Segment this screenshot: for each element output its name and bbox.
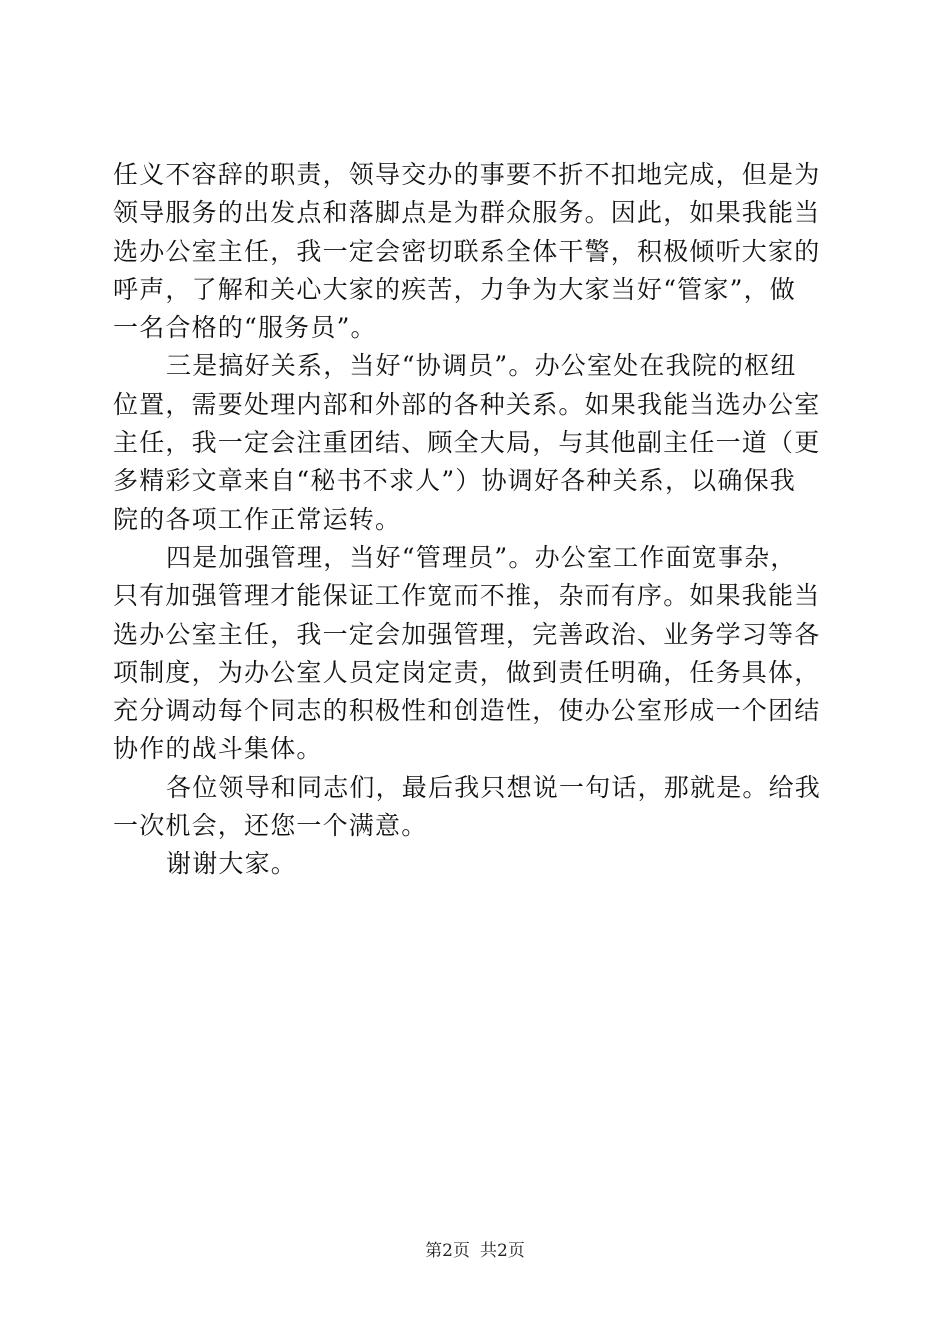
body-line: 充分调动每个同志的积极性和创造性，使办公室形成一个团结 [113,696,821,726]
body-line: 多精彩文章来自“秘书不求人”）协调好各种关系，以确保我 [113,466,796,496]
paragraph-start-line: 各位领导和同志们，最后我只想说一句话，那就是。给我 [166,772,822,802]
paragraph-start-line: 三是搞好关系，当好“协调员”。办公室处在我院的枢纽 [166,351,797,381]
body-line: 位置，需要处理内部和外部的各种关系。如果我能当选办公室 [113,389,821,419]
body-line: 院的各项工作正常运转。 [113,504,402,534]
page-total: 共2页 [480,1241,525,1261]
body-line: 协作的战斗集体。 [113,734,323,764]
body-line: 一次机会，还您一个满意。 [113,811,428,841]
body-line: 选办公室主任，我一定会加强管理，完善政治、业务学习等各 [113,619,821,649]
body-line: 一名合格的“服务员”。 [113,313,377,343]
body-line: 任义不容辞的职责，领导交办的事要不折不扣地完成，但是为 [113,160,821,189]
page-footer [0,1240,950,1262]
paragraph-start-line: 四是加强管理，当好“管理员”。办公室工作面宽事杂， [166,542,797,572]
body-line: 选办公室主任，我一定会密切联系全体干警，积极倾听大家的 [113,236,821,266]
body-line: 呼声，了解和关心大家的疾苦，力争为大家当好“管家”，做 [113,274,796,304]
document-body [113,156,833,884]
body-line: 项制度，为办公室人员定岗定责，做到责任明确，任务具体， [113,657,821,687]
page-number: 第2页 [425,1241,470,1261]
closing-line: 谢谢大家。 [166,849,298,879]
body-line: 主任，我一定会注重团结、顾全大局，与其他副主任一道（更 [113,428,821,458]
body-line: 领导服务的出发点和落脚点是为群众服务。因此，如果我能当 [113,198,821,228]
body-line: 只有加强管理才能保证工作宽而不推，杂而有序。如果我能当 [113,581,821,611]
